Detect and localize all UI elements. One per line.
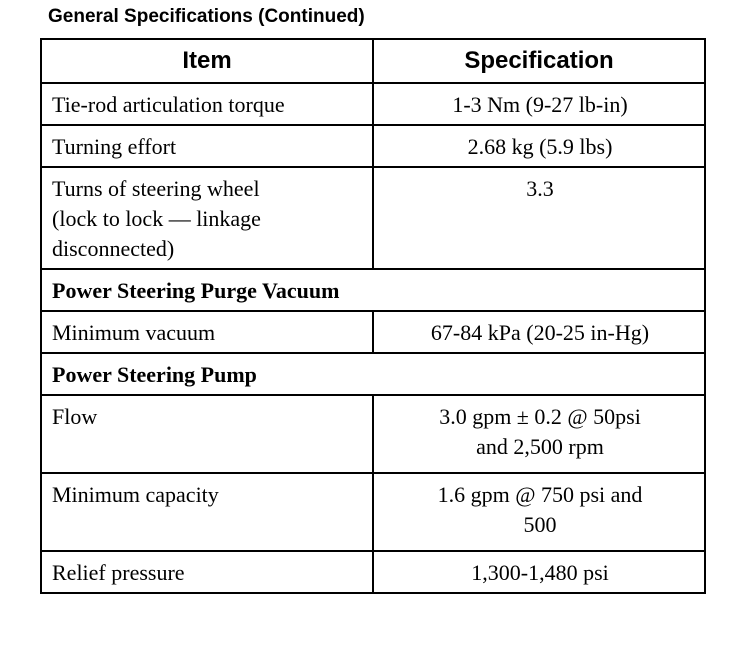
table-row: [41, 125, 705, 167]
section-row: [41, 269, 705, 311]
row-item-label: [41, 167, 373, 269]
row-item-label: Minimum vacuum: [41, 311, 373, 353]
header-specification: Specification: [373, 39, 705, 83]
row-spec-value: 67-84 kPa (20-25 in-Hg): [373, 311, 705, 353]
spec-line: 500: [523, 512, 557, 537]
row-spec-value: [373, 473, 705, 551]
table-row: [41, 311, 705, 353]
row-item-label: Relief pressure: [41, 551, 373, 593]
section-row: [41, 353, 705, 395]
row-item-label: Turning effort: [41, 125, 373, 167]
row-spec-value: [373, 395, 705, 473]
table-row: [41, 395, 705, 473]
header-item: Item: [41, 39, 373, 83]
section-heading: Power Steering Purge Vacuum: [41, 269, 705, 311]
spec-line: 1.6 gpm @ 750 psi and: [437, 482, 643, 507]
item-line: Turns of steering wheel: [52, 176, 260, 201]
row-spec-value: 1,300-1,480 psi: [373, 551, 705, 593]
spec-line: and 2,500 rpm: [476, 434, 604, 459]
row-spec-value: 1-3 Nm (9-27 lb-in): [373, 83, 705, 125]
row-spec-value: 3.3: [373, 167, 705, 269]
table-row: [41, 167, 705, 269]
row-spec-value: 2.68 kg (5.9 lbs): [373, 125, 705, 167]
table-header-row: [41, 39, 705, 83]
table-caption: General Specifications (Continued): [48, 6, 365, 27]
item-line: disconnected): [52, 236, 175, 261]
row-item-label: Tie-rod articulation torque: [41, 83, 373, 125]
table-row: [41, 83, 705, 125]
row-item-label: Flow: [41, 395, 373, 473]
table-row: [41, 551, 705, 593]
item-line: (lock to lock — linkage: [52, 206, 261, 231]
specifications-table: [40, 38, 706, 594]
table-row: [41, 473, 705, 551]
spec-line: 3.0 gpm ± 0.2 @ 50psi: [439, 404, 641, 429]
section-heading: Power Steering Pump: [41, 353, 705, 395]
row-item-label: Minimum capacity: [41, 473, 373, 551]
